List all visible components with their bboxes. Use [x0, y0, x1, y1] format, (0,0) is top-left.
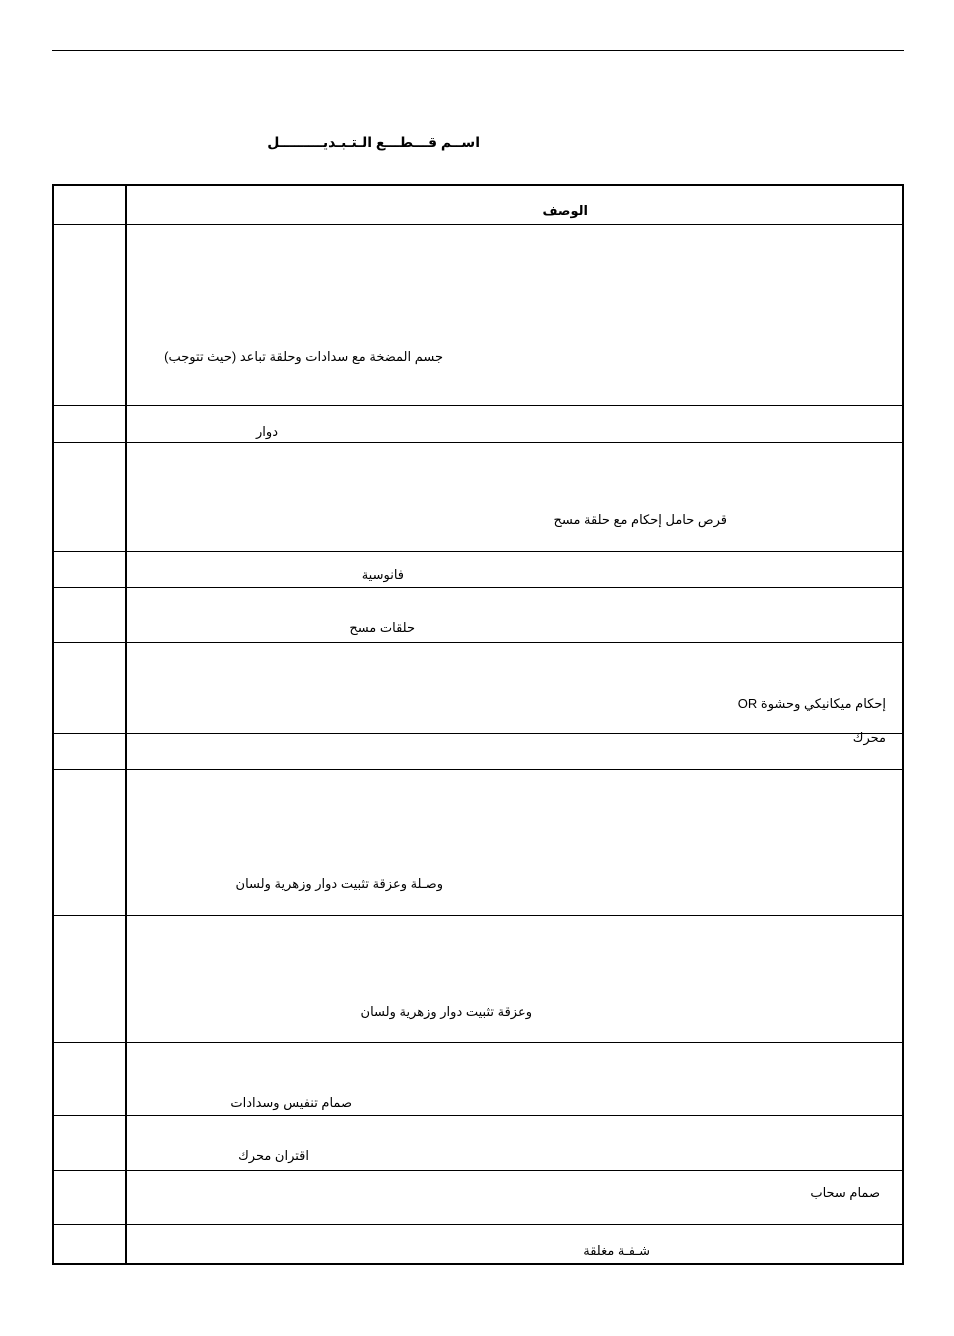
- row-description: شـفـة مغلقة: [583, 1243, 650, 1258]
- row-separator: [52, 442, 904, 443]
- row-description: صمام سحاب: [810, 1185, 880, 1200]
- row-separator: [52, 587, 904, 588]
- table-frame: [52, 184, 904, 1265]
- row-separator: [52, 1170, 904, 1171]
- row-description: وصـلة وعزقة تثبيت دوار وزهرية ولسان: [235, 876, 443, 891]
- row-separator: [52, 1224, 904, 1225]
- page-title: اســم قـــطـــع الـتـبـديـــــــــل: [267, 134, 480, 150]
- row-separator: [52, 224, 904, 225]
- column-divider: [125, 184, 127, 1265]
- row-description: جسم المضخة مع سدادات وحلقة تباعد (حيث تتوجب): [164, 349, 443, 364]
- row-description: وعزقة تثبيت دوار وزهرية ولسان: [360, 1004, 532, 1019]
- row-separator: [52, 1115, 904, 1116]
- row-description: حلقات مسح: [349, 620, 415, 635]
- row-description: صمام تنفيس وسدادات: [230, 1095, 352, 1110]
- row-separator: [52, 551, 904, 552]
- top-rule: [52, 50, 904, 51]
- row-description: قرص حامل إحكام مع حلقة مسح: [553, 512, 727, 527]
- row-separator: [52, 733, 904, 734]
- row-description: إحكام ميكانيكي وحشوة OR: [737, 696, 886, 711]
- row-separator: [52, 405, 904, 406]
- row-separator: [52, 642, 904, 643]
- row-description: فانوسية: [361, 567, 404, 582]
- row-separator: [52, 1042, 904, 1043]
- row-description: دوار: [256, 424, 278, 439]
- row-description: اقتران محرك: [238, 1148, 309, 1163]
- row-description: محرك: [852, 730, 886, 745]
- row-separator: [52, 769, 904, 770]
- header-description: الوصف: [542, 203, 588, 218]
- row-separator: [52, 915, 904, 916]
